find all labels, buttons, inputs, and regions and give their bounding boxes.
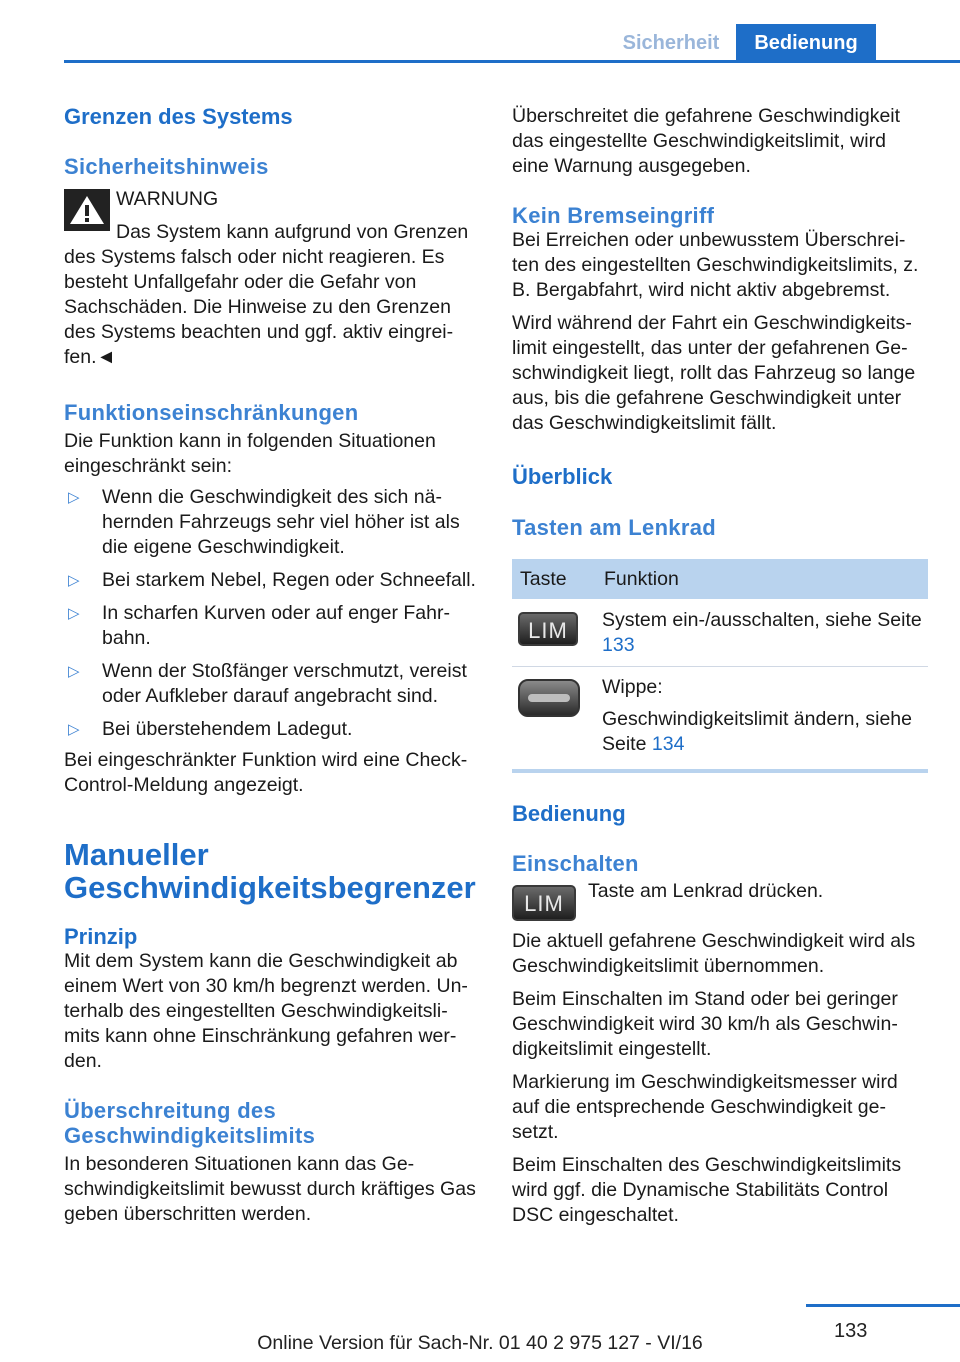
list-item-text: Bei überstehendem Ladegut.	[102, 718, 353, 740]
list-item	[64, 601, 480, 651]
heading-bedienung: Bedienung	[512, 801, 626, 826]
page-number: 133	[834, 1320, 868, 1342]
triangle-bullet-icon: ▷	[68, 663, 80, 680]
bullet-list	[64, 485, 480, 742]
warning-block	[64, 187, 480, 245]
tab-sicherheit[interactable]: Sicherheit	[606, 24, 736, 60]
tab-bedienung[interactable]: Bedienung	[736, 24, 876, 60]
table-row	[512, 599, 928, 667]
list-item-text: Wenn der Stoßfänger verschmutzt, vereist oder Aufkleber darauf angebracht sind.	[102, 660, 467, 707]
right-column	[512, 104, 928, 1228]
triangle-bullet-icon: ▷	[68, 489, 80, 506]
col-header-taste: Taste	[520, 567, 567, 590]
page-title: Manueller Geschwindigkeitsbegrenzer	[64, 837, 476, 905]
bedienung-text-4: Beim Einschalten des Geschwindigkeitslimits wird ggf. die Dynamische Stabilitäts Control DSC eingeschaltet.	[512, 1154, 902, 1226]
heading-grenzen: Grenzen des Systems	[64, 104, 293, 129]
lim-button-icon: LIM	[518, 612, 578, 646]
warning-text-first: Das System kann aufgrund von Grenzen	[116, 221, 469, 243]
row2-title: Wippe:	[602, 676, 663, 698]
warning-title: WARNUNG	[116, 188, 219, 210]
table-header	[512, 559, 928, 599]
row1-text: System ein-/ausschalten, siehe Seite	[602, 609, 922, 631]
page-link-134[interactable]: 134	[651, 733, 685, 755]
kein-brems-text-1: Bei Erreichen oder unbewusstem Überschrei-ten des eingestellten Geschwindigkeitslimits, z. B. Bergabfahrt, wird nicht aktiv abgebremst.	[512, 229, 919, 301]
lim-button-icon: LIM	[512, 885, 576, 921]
prinzip-text: Mit dem System kann die Geschwindigkeit ab einem Wert von 30 km/h begrenzt werden. Un-terhalb des eingestellten Geschwindigkeitsli-mits kann ohne Einschränkung gefahren wer-den.	[64, 950, 468, 1072]
header-rule	[64, 60, 960, 63]
triangle-bullet-icon: ▷	[68, 721, 80, 738]
list-item	[64, 485, 480, 560]
einschalten-row	[512, 879, 928, 921]
row2-funktion	[602, 707, 928, 757]
table-bottom-rule	[512, 769, 928, 773]
triangle-bullet-icon: ▷	[68, 572, 80, 589]
bedienung-text-2: Beim Einschalten im Stand oder bei geringer Geschwindigkeit wird 30 km/h als Geschwin-digkeitslimit eingestellt.	[512, 988, 898, 1060]
footer-rule	[806, 1304, 960, 1307]
rocker-switch-icon	[518, 679, 580, 717]
ueberschreitung-text: In besonderen Situationen kann das Ge-schwindigkeitslimit bewusst durch kräftiges Gas geben überschritten werden.	[64, 1153, 476, 1225]
row1-funktion	[602, 608, 928, 658]
left-column	[64, 104, 480, 1227]
heading-sicherheitshinweis: Sicherheitshinweis	[64, 154, 269, 179]
online-version-note: Online Version für Sach-Nr. 01 40 2 975 127 - VI/16	[257, 1332, 703, 1354]
table-row	[512, 667, 928, 765]
page-link-133[interactable]: 133	[602, 634, 635, 656]
list-item-text: Bei starkem Nebel, Regen oder Schneefall.	[102, 569, 476, 591]
list-item-text: Wenn die Geschwindigkeit des sich nä-hernden Fahrzeugs sehr viel höher ist als die eigene Geschwindigkeit.	[102, 486, 460, 558]
row2-text: Geschwindigkeitslimit ändern, siehe Seite	[602, 708, 912, 755]
warnung-paragraph: Überschreitet die gefahrene Geschwindigkeit das eingestellte Geschwindigkeitslimit, wird eine Warnung ausgegeben.	[512, 105, 901, 177]
warning-triangle-icon	[64, 189, 110, 231]
heading-funktionseinschraenkungen: Funktionseinschränkungen	[64, 400, 359, 425]
triangle-bullet-icon: ▷	[68, 605, 80, 622]
kein-brems-text-2: Wird während der Fahrt ein Geschwindigkeits-limit eingestellt, das unter der gefahrenen Ge-schwindigkeit liegt, rollt das Fahrzeug so lange aus, bis die gefahrene Geschwindigkeit unter das Geschwindigkeitslimit fällt.	[512, 312, 916, 434]
list-item	[64, 659, 480, 709]
heading-tasten-lenkrad: Tasten am Lenkrad	[512, 515, 716, 540]
list-item	[64, 568, 480, 593]
heading-einschalten: Einschalten	[512, 851, 639, 876]
bedienung-text-1: Die aktuell gefahrene Geschwindigkeit wird als Geschwindigkeitslimit übernommen.	[512, 930, 916, 977]
funktion-intro: Die Funktion kann in folgenden Situationen eingeschränkt sein:	[64, 430, 436, 477]
heading-kein-bremseingriff: Kein Bremseingriff	[512, 203, 715, 228]
check-control-text: Bei eingeschränkter Funktion wird eine Check-Control-Meldung angezeigt.	[64, 749, 468, 796]
warning-text: des Systems falsch oder nicht reagieren. Es besteht Unfallgefahr oder die Gefahr von Sachschäden. Die Hinweise zu den Grenzen des Systems beachten und ggf. aktiv eingrei-fen.◄	[64, 246, 454, 368]
einschalten-text: Taste am Lenkrad drücken.	[588, 880, 824, 902]
heading-prinzip: Prinzip	[64, 924, 138, 949]
tasten-table	[512, 559, 928, 773]
col-header-funktion: Funktion	[604, 567, 679, 590]
heading-ueberblick: Überblick	[512, 464, 613, 489]
list-item	[64, 717, 480, 742]
bedienung-text-3: Markierung im Geschwindigkeitsmesser wird auf die entsprechende Geschwindigkeit ge-setzt.	[512, 1071, 898, 1143]
heading-ueberschreitung: Überschreitung des Geschwindigkeitslimits	[64, 1098, 316, 1148]
list-item-text: In scharfen Kurven oder auf enger Fahr-bahn.	[102, 602, 450, 649]
